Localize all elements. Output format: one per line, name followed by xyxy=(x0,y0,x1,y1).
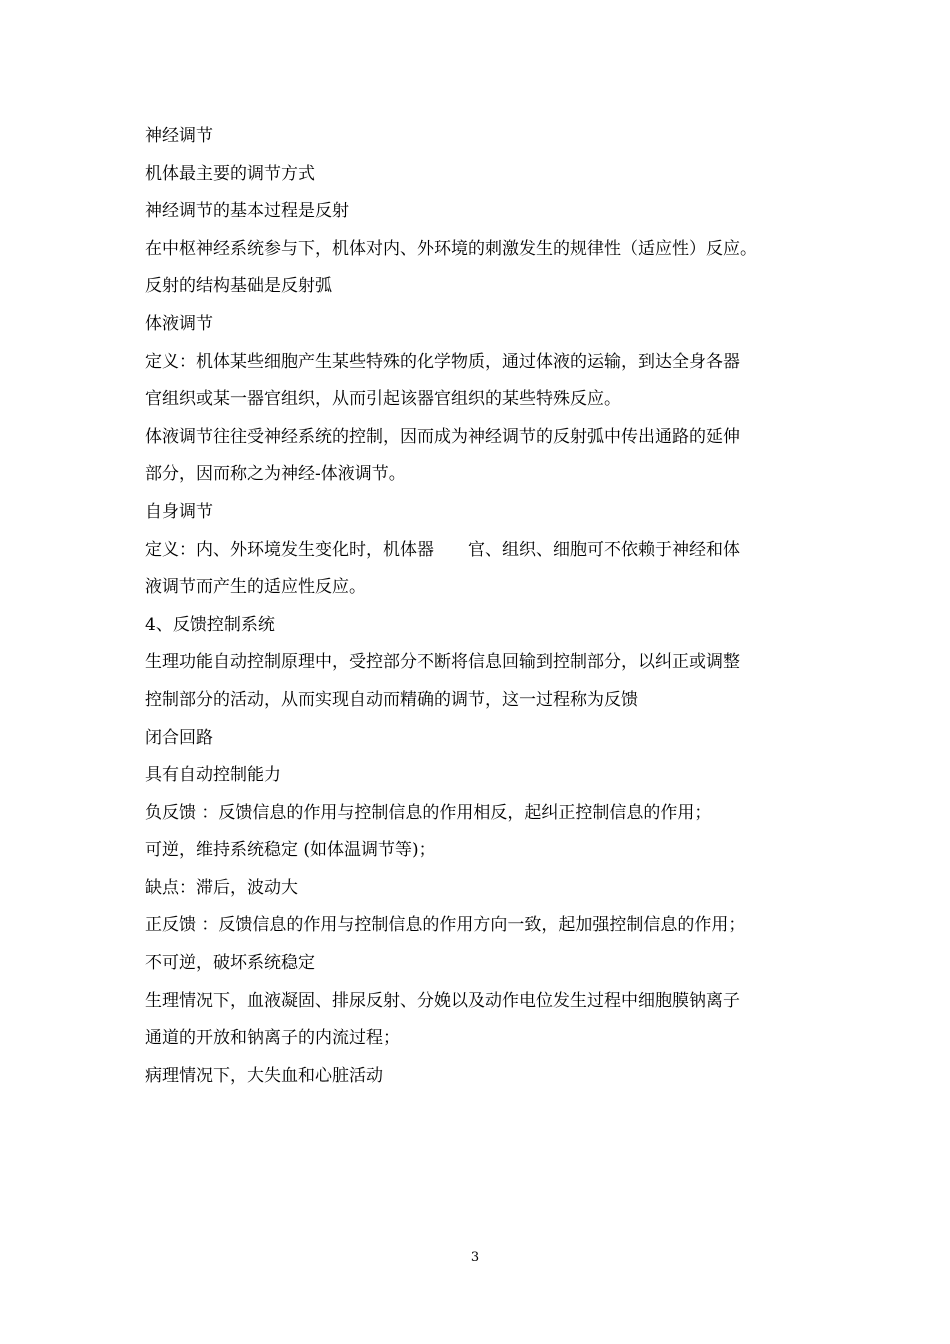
text-line: 生理情况下，血液凝固、排尿反射、分娩以及动作电位发生过程中细胞膜钠离子 xyxy=(145,990,740,1011)
text-line: 体液调节往往受神经系统的控制，因而成为神经调节的反射弧中传出通路的延伸 xyxy=(145,426,740,447)
text-line: 可逆，维持系统稳定 (如体温调节等)； xyxy=(145,840,436,861)
text-line: 神经调节的基本过程是反射 xyxy=(145,201,349,222)
text-line: 部分，因而称之为神经-体液调节。 xyxy=(145,464,406,485)
text-line: 4、反馈控制系统 xyxy=(145,614,275,635)
text-line: 正反馈 ：反馈信息的作用与控制信息的作用方向一致，起加强控制信息的作用； xyxy=(145,915,746,936)
text-line: 体液调节 xyxy=(145,313,213,334)
text-line: 定义：机体某些细胞产生某些特殊的化学物质，通过体液的运输，到达全身各器 xyxy=(145,351,740,372)
text-line: 反射的结构基础是反射弧 xyxy=(145,276,332,297)
document-body xyxy=(145,118,815,1095)
text-line: 神经调节 xyxy=(145,126,213,146)
text-line: 病理情况下，大失血和心脏活动 xyxy=(145,1065,383,1086)
text-line: 负反馈 ：反馈信息的作用与控制信息的作用相反，起纠正控制信息的作用； xyxy=(145,802,712,823)
text-line: 定义：内、外环境发生变化时，机体器 官、组织、细胞可不依赖于神经和体 xyxy=(145,539,740,560)
page-number: 3 xyxy=(470,1250,480,1265)
text-line: 闭合回路 xyxy=(145,727,213,748)
text-line: 不可逆，破坏系统稳定 xyxy=(145,953,315,974)
text-line: 在中枢神经系统参与下，机体对内、外环境的刺激发生的规律性（适应性）反应。 xyxy=(145,238,757,259)
text-line: 具有自动控制能力 xyxy=(145,765,281,786)
text-line: 生理功能自动控制原理中，受控部分不断将信息回输到控制部分，以纠正或调整 xyxy=(145,652,740,673)
text-line: 控制部分的活动，从而实现自动而精确的调节，这一过程称为反馈 xyxy=(145,689,638,710)
text-line: 通道的开放和钠离子的内流过程； xyxy=(145,1028,400,1049)
text-line: 缺点：滞后，波动大 xyxy=(145,877,298,898)
text-line: 官组织或某一器官组织，从而引起该器官组织的某些特殊反应。 xyxy=(145,389,621,410)
text-line: 自身调节 xyxy=(145,501,213,522)
text-line: 液调节而产生的适应性反应。 xyxy=(145,577,366,598)
text-line: 机体最主要的调节方式 xyxy=(145,163,315,184)
